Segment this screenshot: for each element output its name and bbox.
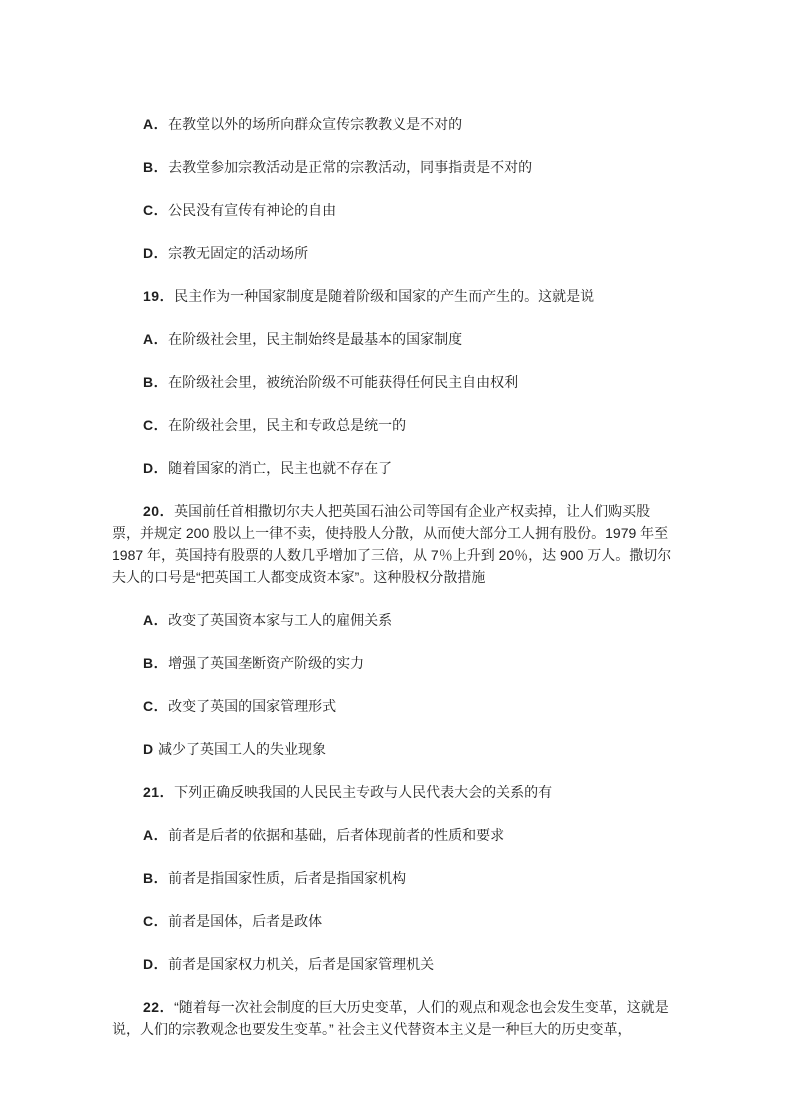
q20-option-c xyxy=(112,695,678,717)
option-text: 在阶级社会里，民主和专政总是统一的 xyxy=(168,417,407,433)
option-letter: C． xyxy=(143,417,169,433)
option-text: 增强了英国垄断资产阶级的实力 xyxy=(168,655,365,671)
q21-option-a xyxy=(112,824,678,846)
option-letter: A． xyxy=(143,612,169,628)
option-text: 前者是国体，后者是政体 xyxy=(168,913,323,929)
question-22-stem xyxy=(112,996,678,1040)
option-text: 减少了英国工人的失业现象 xyxy=(158,741,326,757)
question-number: 19． xyxy=(143,288,175,304)
option-letter: D xyxy=(143,741,158,757)
option-letter: A． xyxy=(143,116,169,132)
q19-option-d xyxy=(112,457,678,479)
option-letter: D． xyxy=(143,956,169,972)
option-text: 改变了英国的国家管理形式 xyxy=(168,698,337,714)
option-text: 在教堂以外的场所向群众宣传宗教教义是不对的 xyxy=(168,116,463,132)
exam-text-body xyxy=(112,113,678,1040)
q19-option-a xyxy=(112,328,678,350)
option-text: 改变了英国资本家与工人的雇佣关系 xyxy=(168,612,393,628)
option-letter: B． xyxy=(143,374,169,390)
question-text: “随着每一次社会制度的巨大历史变革，人们的观点和观念也会发生变革，这就是说，人们的宗教观念也要发生变革。” 社会主义代替资本主义是一种巨大的历史变革， xyxy=(112,999,669,1037)
question-number: 20． xyxy=(143,503,175,519)
q20-option-d xyxy=(112,738,678,760)
option-text: 前者是指国家性质，后者是指国家机构 xyxy=(168,870,407,886)
question-21-stem xyxy=(112,781,678,803)
q21-option-b xyxy=(112,867,678,889)
q20-option-b xyxy=(112,652,678,674)
q21-option-d xyxy=(112,953,678,975)
question-text: 英国前任首相撒切尔夫人把英国石油公司等国有企业产权卖掉，让人们购买股票，并规定 200 股以上一律不卖，使持股人分散，从而使大部分工人拥有股份。1979 年至 1987 年，英国持有股票的人数几乎增加了三倍，从 7％上升到 20％，达 900 万人。撒切尔夫人的口号是“把英国工人都变成资本家”。这种股权分散措施 xyxy=(112,503,672,585)
question-number: 21． xyxy=(143,784,175,800)
q18-option-b xyxy=(112,156,678,178)
question-number: 22． xyxy=(143,999,175,1015)
option-text: 在阶级社会里，民主制始终是最基本的国家制度 xyxy=(168,331,463,347)
option-letter: B． xyxy=(143,870,169,886)
q21-option-c xyxy=(112,910,678,932)
option-text: 公民没有宣传有神论的自由 xyxy=(168,202,337,218)
option-letter: A． xyxy=(143,827,169,843)
option-letter: C． xyxy=(143,913,169,929)
option-text: 前者是后者的依据和基础，后者体现前者的性质和要求 xyxy=(168,827,505,843)
option-text: 随着国家的消亡，民主也就不存在了 xyxy=(168,460,393,476)
option-letter: A． xyxy=(143,331,169,347)
question-text: 下列正确反映我国的人民民主专政与人民代表大会的关系的有 xyxy=(174,784,553,800)
option-letter: C． xyxy=(143,202,169,218)
question-text: 民主作为一种国家制度是随着阶级和国家的产生而产生的。这就是说 xyxy=(174,288,595,304)
option-letter: B． xyxy=(143,655,169,671)
q18-option-c xyxy=(112,199,678,221)
option-letter: C． xyxy=(143,698,169,714)
option-letter: D． xyxy=(143,460,169,476)
question-19-stem xyxy=(112,285,678,307)
q20-option-a xyxy=(112,609,678,631)
q19-option-b xyxy=(112,371,678,393)
option-text: 宗教无固定的活动场所 xyxy=(168,245,309,261)
q18-option-a xyxy=(112,113,678,135)
option-text: 前者是国家权力机关，后者是国家管理机关 xyxy=(168,956,435,972)
option-text: 去教堂参加宗教活动是正常的宗教活动，同事指责是不对的 xyxy=(168,159,533,175)
question-20-stem xyxy=(112,500,678,588)
option-text: 在阶级社会里，被统治阶级不可能获得任何民主自由权利 xyxy=(168,374,519,390)
option-letter: D． xyxy=(143,245,169,261)
q18-option-d xyxy=(112,242,678,264)
q19-option-c xyxy=(112,414,678,436)
option-letter: B． xyxy=(143,159,169,175)
